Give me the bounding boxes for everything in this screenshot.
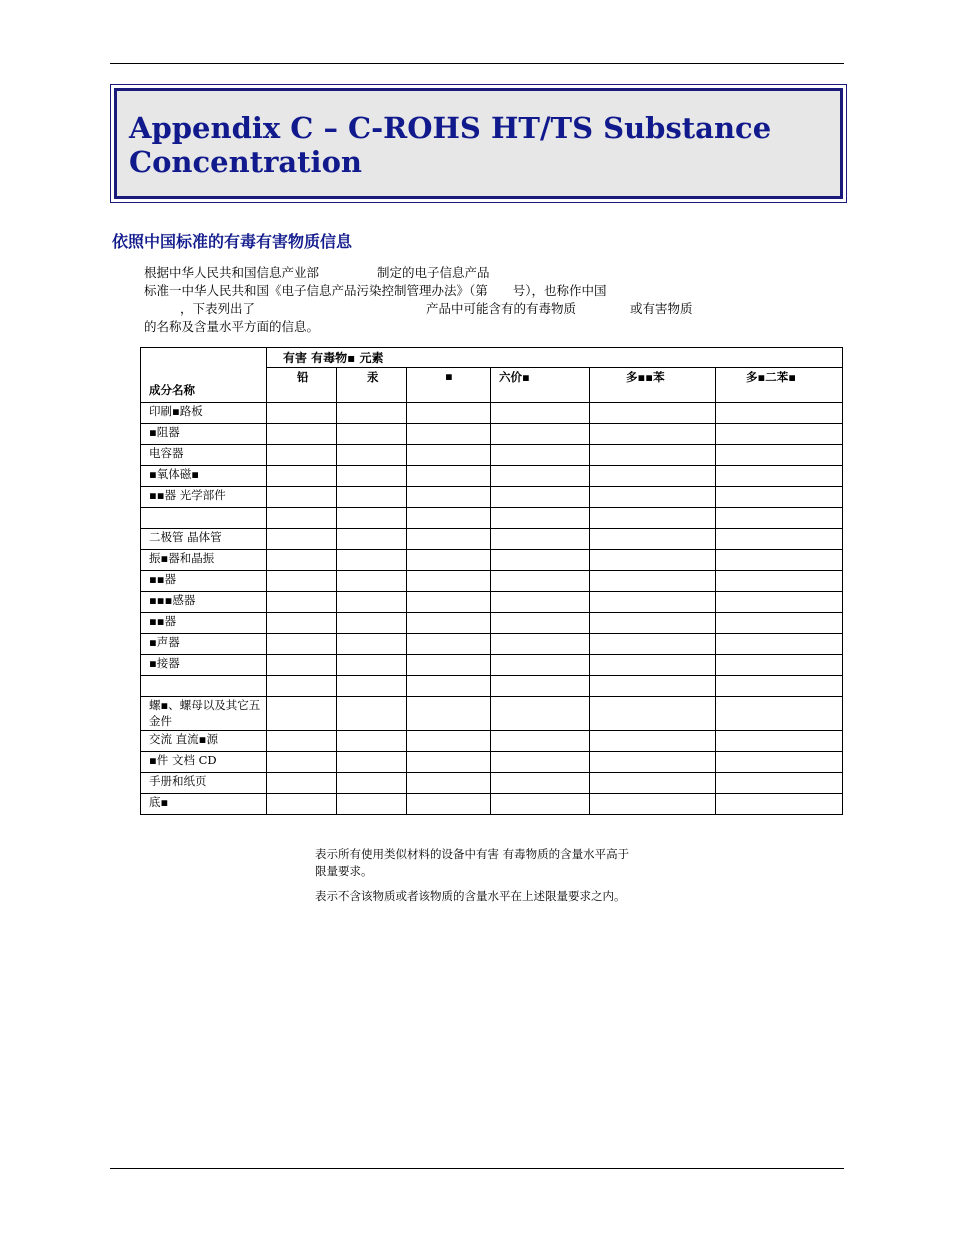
- table-row: [141, 403, 843, 424]
- substance-cell: [267, 613, 337, 634]
- paragraph-line-3: [144, 300, 764, 318]
- substance-cell: [407, 508, 491, 529]
- substance-cell: [716, 731, 843, 752]
- substance-cell: [337, 731, 407, 752]
- substance-cell: [267, 529, 337, 550]
- table-row: [141, 655, 843, 676]
- substance-cell: [590, 697, 716, 731]
- appendix-title-line2: Concentration: [129, 145, 363, 179]
- substance-cell: [407, 731, 491, 752]
- substance-cell: [716, 752, 843, 773]
- component-name-cell: [141, 676, 267, 697]
- substance-cell: [491, 592, 590, 613]
- table-row: [141, 550, 843, 571]
- substance-cell: [716, 676, 843, 697]
- legend-within-line: 表示不含该物质或者该物质的含量水平在上述限量要求之内。: [315, 889, 626, 903]
- substance-cell: [337, 487, 407, 508]
- substance-cell: [337, 550, 407, 571]
- substance-cell: [590, 773, 716, 794]
- substance-cell: [491, 550, 590, 571]
- component-name-header: 成分名称: [141, 348, 267, 403]
- column-header-hexavalent: 六价▪: [491, 368, 590, 403]
- table-row: [141, 592, 843, 613]
- legend-within: [315, 888, 675, 905]
- substance-cell: [267, 403, 337, 424]
- substance-cell: [407, 794, 491, 815]
- paragraph-line-3c: 或有害物质: [630, 301, 693, 316]
- substance-cell: [337, 634, 407, 655]
- component-name-cell: ▪接器: [141, 655, 267, 676]
- substance-cell: [337, 613, 407, 634]
- substance-cell: [716, 550, 843, 571]
- substance-cell: [407, 752, 491, 773]
- table-row: [141, 773, 843, 794]
- substance-cell: [491, 424, 590, 445]
- substance-cell: [716, 424, 843, 445]
- paragraph-line-3a: ，下表列出了: [180, 301, 256, 316]
- table-row: [141, 424, 843, 445]
- substance-cell: [337, 773, 407, 794]
- table-row: [141, 613, 843, 634]
- substance-cell: [267, 424, 337, 445]
- table-row: [141, 676, 843, 697]
- component-name-cell: ▪阻器: [141, 424, 267, 445]
- component-name-cell: ▪▪▪感器: [141, 592, 267, 613]
- substance-cell: [716, 529, 843, 550]
- substance-cell: [407, 529, 491, 550]
- substance-cell: [491, 445, 590, 466]
- substance-cell: [716, 697, 843, 731]
- substance-cell: [407, 773, 491, 794]
- substance-cell: [590, 613, 716, 634]
- table-row: [141, 487, 843, 508]
- paragraph-line-4: [144, 318, 764, 336]
- paragraph-line-2-text: 标准一中华人民共和国《电子信息产品污染控制管理办法》（第 号），也称作中国: [144, 283, 607, 298]
- paragraph-line-2: [144, 282, 764, 300]
- component-name-cell: 手册和纸页: [141, 773, 267, 794]
- paragraph-line-3b: 产品中可能含有的有毒物质: [426, 301, 577, 316]
- substance-cell: [337, 571, 407, 592]
- table-row: [141, 445, 843, 466]
- column-header-lead: 铅: [267, 368, 337, 403]
- table-row: [141, 508, 843, 529]
- substance-cell: [337, 424, 407, 445]
- component-name-cell: ▪氧体磁▪: [141, 466, 267, 487]
- appendix-title-box: [110, 84, 847, 203]
- paragraph-line-1a: 根据中华人民共和国信息产业部: [144, 265, 320, 280]
- substance-cell: [491, 613, 590, 634]
- substance-cell: [407, 466, 491, 487]
- table-row: [141, 529, 843, 550]
- substance-cell: [716, 487, 843, 508]
- footer-rule: [110, 1168, 844, 1169]
- component-name-cell: ▪▪器 光学部件: [141, 487, 267, 508]
- substance-cell: [407, 676, 491, 697]
- substance-cell: [716, 794, 843, 815]
- substance-cell: [590, 550, 716, 571]
- substance-cell: [590, 676, 716, 697]
- section-heading: 依照中国标准的有毒有害物质信息: [112, 232, 353, 251]
- appendix-title-line1: Appendix C – C-ROHS HT/TS Substance: [129, 111, 772, 145]
- table-row: [141, 697, 843, 731]
- substance-cell: [491, 752, 590, 773]
- substance-cell: [267, 571, 337, 592]
- component-name-cell: 螺▪、螺母以及其它五金件: [141, 697, 267, 731]
- substance-cell: [407, 403, 491, 424]
- substance-cell: [716, 613, 843, 634]
- substance-cell: [716, 655, 843, 676]
- component-name-cell: ▪▪器: [141, 613, 267, 634]
- component-name-cell: 二极管 晶体管: [141, 529, 267, 550]
- substance-cell: [267, 731, 337, 752]
- substance-cell: [337, 592, 407, 613]
- substance-cell: [491, 529, 590, 550]
- substance-cell: [337, 752, 407, 773]
- substance-cell: [267, 697, 337, 731]
- substance-cell: [491, 794, 590, 815]
- table-row: [141, 634, 843, 655]
- substance-cell: [337, 403, 407, 424]
- substance-cell: [337, 794, 407, 815]
- substance-cell: [590, 655, 716, 676]
- substance-cell: [491, 403, 590, 424]
- substance-cell: [590, 634, 716, 655]
- substance-cell: [267, 592, 337, 613]
- substance-cell: [337, 529, 407, 550]
- substance-cell: [590, 571, 716, 592]
- substance-cell: [716, 403, 843, 424]
- substance-cell: [407, 445, 491, 466]
- component-name-cell: 底▪: [141, 794, 267, 815]
- hazard-group-header: 有害 有毒物▪ 元素: [267, 348, 843, 368]
- substance-cell: [337, 508, 407, 529]
- table-row: [141, 752, 843, 773]
- component-name-cell: 印刷▪路板: [141, 403, 267, 424]
- substance-cell: [716, 466, 843, 487]
- paragraph-line-1: [144, 264, 764, 282]
- substance-cell: [337, 466, 407, 487]
- substance-cell: [590, 752, 716, 773]
- intro-paragraph: [144, 264, 764, 336]
- substance-cell: [267, 487, 337, 508]
- substance-cell: [407, 550, 491, 571]
- substance-cell: [407, 487, 491, 508]
- substance-cell: [716, 508, 843, 529]
- substance-cell: [590, 466, 716, 487]
- substance-cell: [267, 752, 337, 773]
- substance-cell: [407, 655, 491, 676]
- legend-exceeds-line1: 表示所有使用类似材料的设备中有害 有毒物质的含量水平高于: [315, 847, 630, 861]
- substance-cell: [590, 508, 716, 529]
- paragraph-line-1b: 制定的电子信息产品: [377, 265, 490, 280]
- substance-cell: [491, 466, 590, 487]
- component-name-cell: 电容器: [141, 445, 267, 466]
- substance-cell: [590, 487, 716, 508]
- substance-cell: [491, 571, 590, 592]
- substance-cell: [590, 424, 716, 445]
- substance-cell: [491, 655, 590, 676]
- header-rule: [110, 63, 844, 64]
- substance-cell: [590, 592, 716, 613]
- substance-cell: [407, 424, 491, 445]
- substance-cell: [590, 794, 716, 815]
- substance-cell: [337, 676, 407, 697]
- substance-cell: [337, 697, 407, 731]
- substance-cell: [716, 592, 843, 613]
- substance-cell: [590, 731, 716, 752]
- component-name-cell: [141, 508, 267, 529]
- appendix-title: [129, 111, 828, 179]
- substance-cell: [716, 634, 843, 655]
- substance-cell: [491, 676, 590, 697]
- table-row: [141, 571, 843, 592]
- substance-cell: [407, 571, 491, 592]
- legend-exceeds-line2: 限量要求。: [315, 864, 373, 878]
- substance-cell: [590, 529, 716, 550]
- substance-cell: [491, 487, 590, 508]
- substance-cell: [590, 445, 716, 466]
- appendix-title-inner: [114, 88, 843, 199]
- substance-cell: [337, 445, 407, 466]
- substance-cell: [590, 403, 716, 424]
- substance-cell: [267, 794, 337, 815]
- substance-cell: [267, 445, 337, 466]
- table-row: [141, 731, 843, 752]
- substance-cell: [267, 655, 337, 676]
- substance-cell: [407, 592, 491, 613]
- substance-table: [140, 347, 843, 815]
- substance-cell: [267, 508, 337, 529]
- substance-cell: [491, 731, 590, 752]
- substance-cell: [337, 655, 407, 676]
- substance-cell: [716, 773, 843, 794]
- substance-cell: [267, 634, 337, 655]
- substance-cell: [491, 773, 590, 794]
- legend-exceeds: [315, 846, 675, 880]
- substance-cell: [491, 697, 590, 731]
- component-name-cell: ▪声器: [141, 634, 267, 655]
- component-name-cell: ▪▪器: [141, 571, 267, 592]
- substance-cell: [716, 445, 843, 466]
- column-header-cadmium: ▪: [407, 368, 491, 403]
- substance-cell: [407, 634, 491, 655]
- substance-cell: [407, 697, 491, 731]
- table-row: [141, 466, 843, 487]
- column-header-mercury: 汞: [337, 368, 407, 403]
- substance-cell: [267, 466, 337, 487]
- substance-cell: [267, 676, 337, 697]
- column-header-pbb: 多▪▪苯: [590, 368, 716, 403]
- paragraph-line-4-text: 的名称及含量水平方面的信息。: [144, 319, 320, 334]
- substance-cell: [267, 773, 337, 794]
- substance-cell: [716, 571, 843, 592]
- substance-cell: [267, 550, 337, 571]
- table-row: [141, 794, 843, 815]
- substance-cell: [491, 508, 590, 529]
- substance-cell: [407, 613, 491, 634]
- component-name-cell: ▪件 文档 CD: [141, 752, 267, 773]
- component-name-cell: 振▪器和晶振: [141, 550, 267, 571]
- substance-cell: [491, 634, 590, 655]
- column-header-pbde: 多▪二苯▪: [716, 368, 843, 403]
- component-name-cell: 交流 直流▪源: [141, 731, 267, 752]
